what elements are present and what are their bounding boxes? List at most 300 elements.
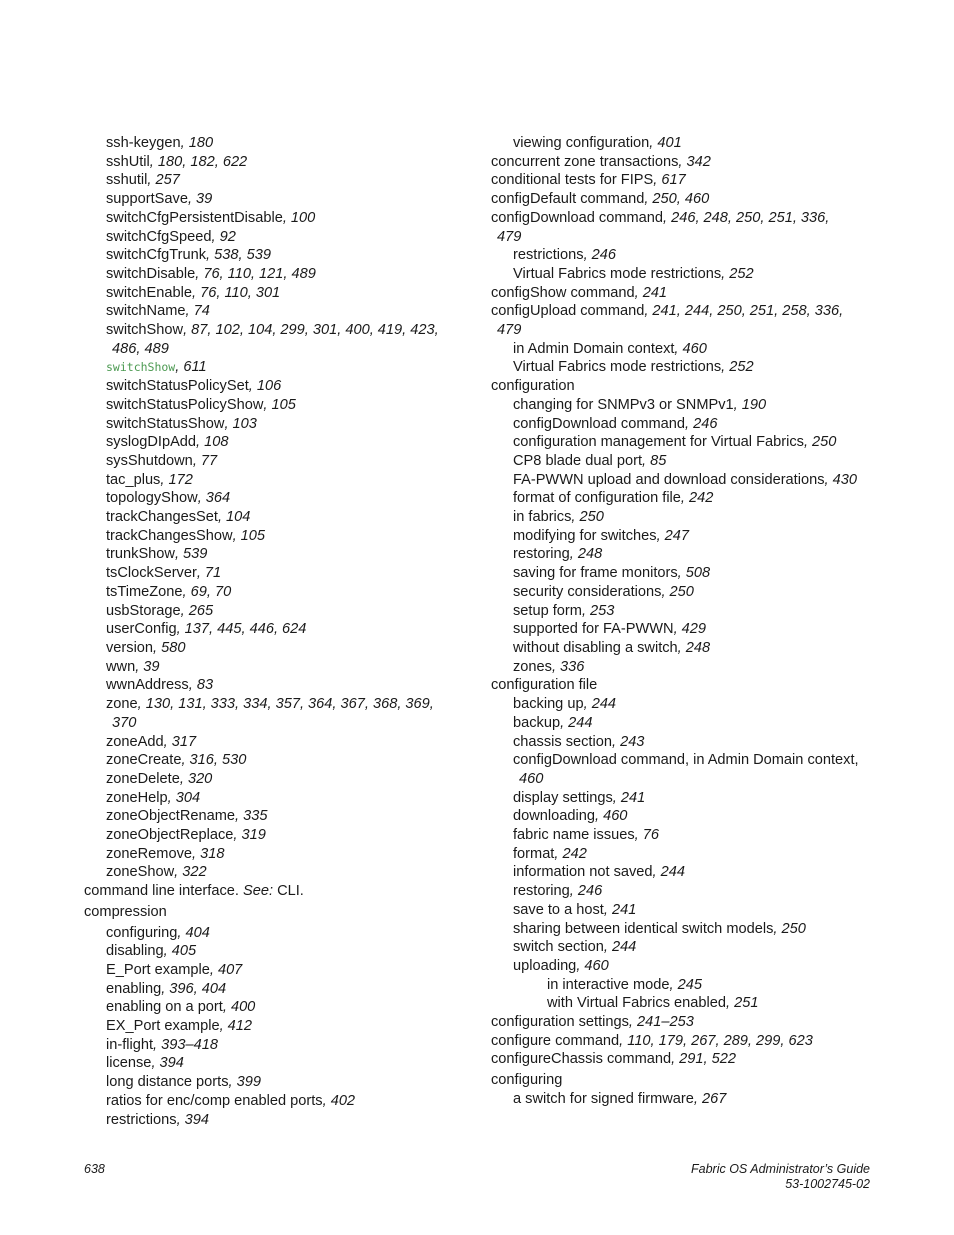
page-references: , 106	[248, 378, 282, 395]
index-term: tsTimeZone	[106, 583, 183, 600]
page-references: , 394	[151, 1055, 184, 1072]
index-term: restrictions	[513, 247, 584, 264]
index-entry	[106, 377, 474, 396]
index-entry	[513, 620, 881, 639]
index-entry	[106, 471, 474, 490]
index-term: zoneShow	[106, 864, 175, 881]
page-references: , 407	[209, 961, 243, 978]
page-references: , 39	[187, 191, 213, 208]
index-term: FA-PWWN upload and download considerations	[513, 471, 825, 488]
page-references: , 108	[196, 434, 229, 451]
index-term: enabling on a port	[106, 999, 223, 1016]
index-entry	[513, 733, 881, 752]
index-entry	[106, 321, 474, 358]
page-references: , 539	[174, 546, 208, 563]
page-references: , 104	[217, 509, 251, 526]
index-term: switchShow	[106, 322, 184, 339]
page-references: , 83	[188, 677, 214, 694]
index-entry	[106, 1017, 474, 1036]
index-term: information not saved	[513, 864, 653, 881]
page-references: , 246	[684, 415, 718, 432]
index-entry	[491, 1071, 881, 1090]
index-entry	[513, 639, 881, 658]
index-term: configDownload command	[513, 415, 685, 432]
index-entry	[491, 1050, 881, 1069]
index-entry	[106, 527, 474, 546]
index-entry	[106, 1036, 474, 1055]
page-references: , 246	[569, 883, 603, 900]
index-entry	[513, 602, 881, 621]
index-entry	[106, 942, 474, 961]
index-term: Virtual Fabrics mode restrictions	[513, 359, 722, 376]
index-term: a switch for signed firmware	[513, 1090, 694, 1107]
page-references: , 319	[233, 827, 266, 844]
index-entry	[106, 209, 474, 228]
index-entry	[513, 527, 881, 546]
page-references-continued: 479	[497, 228, 522, 245]
index-entry	[106, 583, 474, 602]
index-term: license	[106, 1055, 152, 1072]
index-term: command line interface.	[84, 883, 239, 900]
page-references: , 248	[677, 639, 711, 656]
index-term: zone	[106, 696, 138, 713]
index-term: without disabling a switch	[513, 639, 678, 656]
page-references: , 241	[612, 789, 646, 806]
index-entry	[513, 340, 881, 359]
index-entry	[491, 153, 881, 172]
index-entry	[491, 209, 881, 246]
index-term: tsClockServer	[106, 565, 197, 582]
index-term: CP8 blade dual port	[513, 452, 642, 469]
index-entry	[491, 190, 881, 209]
index-entry	[106, 246, 474, 265]
index-entry	[106, 826, 474, 845]
footer-doc-info	[691, 1162, 870, 1192]
page-references: , 243	[611, 733, 645, 750]
index-entry	[106, 1111, 474, 1130]
index-term: switchName	[106, 303, 186, 320]
page-references: , 252	[721, 265, 754, 282]
index-term: restoring	[513, 883, 570, 900]
index-term: zones	[513, 658, 552, 675]
page-references: , 538, 539	[206, 247, 271, 264]
index-column-right	[491, 134, 881, 1109]
index-entry	[513, 396, 881, 415]
page-references: , 110, 179, 267, 289, 299, 623	[619, 1032, 813, 1049]
page-references: , 396, 404	[161, 980, 227, 997]
index-term: viewing configuration	[513, 135, 650, 151]
index-term: conditional tests for FIPS	[491, 172, 654, 189]
page-references: , 460	[674, 340, 707, 357]
page-references: , 180	[180, 135, 214, 151]
page-references: , 85	[642, 452, 667, 469]
page-references: , 242	[680, 490, 714, 507]
page-references: , 241	[634, 284, 668, 301]
index-term: changing for SNMPv3 or SNMPv1	[513, 396, 734, 413]
page-references: , 244	[652, 864, 686, 881]
page-references-continued: 479	[497, 322, 522, 339]
index-term: zoneCreate	[106, 752, 182, 769]
index-entry	[513, 433, 881, 452]
index-term: EX_Port example	[106, 1018, 220, 1035]
page-references: , 248	[569, 546, 603, 563]
index-entry	[491, 1032, 881, 1051]
index-term: compression	[84, 903, 167, 920]
page-references: , 429	[673, 621, 707, 638]
page-references: , 244	[603, 939, 637, 956]
index-term: sharing between identical switch models	[513, 920, 774, 937]
index-term: switchCfgPersistentDisable	[106, 209, 283, 226]
index-term: with Virtual Fabrics enabled	[547, 995, 727, 1012]
index-term: modifying for switches	[513, 527, 657, 544]
index-term: configuration file	[491, 677, 598, 694]
index-term: long distance ports	[106, 1074, 229, 1091]
index-term: concurrent zone transactions	[491, 153, 679, 170]
index-term: downloading	[513, 808, 595, 825]
index-term: configUpload command	[491, 303, 645, 320]
index-entry	[547, 994, 881, 1013]
index-entry	[513, 845, 881, 864]
index-term: backing up	[513, 696, 584, 713]
page-references: , 401	[649, 135, 682, 151]
index-entry	[84, 903, 474, 922]
index-entry	[513, 863, 881, 882]
page-references: , 364	[197, 490, 231, 507]
index-entry	[106, 751, 474, 770]
index-entry	[513, 564, 881, 583]
index-term: E_Port example	[106, 961, 210, 978]
index-entry	[106, 602, 474, 621]
index-term: enabling	[106, 980, 162, 997]
index-term: configuration settings	[491, 1014, 629, 1031]
index-term: trunkShow	[106, 546, 175, 563]
index-entry	[106, 415, 474, 434]
page-references: , 172	[160, 471, 193, 488]
index-term: version	[106, 639, 154, 656]
index-term: switchCfgTrunk	[106, 247, 207, 264]
index-entry	[513, 901, 881, 920]
index-term: in interactive mode	[547, 976, 670, 993]
index-entry	[106, 284, 474, 303]
index-entry	[547, 976, 881, 995]
index-term: restoring	[513, 546, 570, 563]
index-entry	[106, 433, 474, 452]
page-references: , 69, 70	[182, 583, 232, 600]
index-term: usbStorage	[106, 602, 181, 619]
index-entry	[106, 658, 474, 677]
index-term: format of configuration file	[513, 490, 681, 507]
guide-title: Fabric OS Administrator’s Guide	[691, 1162, 870, 1176]
index-term: zoneObjectRename	[106, 808, 235, 825]
page-references: , 316, 530	[181, 752, 247, 769]
index-entry	[106, 396, 474, 415]
index-entry	[106, 228, 474, 247]
index-entry	[106, 508, 474, 527]
index-entry	[106, 863, 474, 882]
page-references: , 247	[656, 527, 690, 544]
index-entry	[106, 1092, 474, 1111]
page-references: , 393–418	[153, 1036, 218, 1053]
index-term: ssh-keygen	[106, 135, 181, 151]
page-references: , 257	[147, 172, 180, 189]
index-entry	[84, 882, 474, 901]
page-references: , 291, 522	[671, 1051, 736, 1068]
index-entry	[106, 639, 474, 658]
page-references: , 304	[167, 789, 201, 806]
index-entry	[513, 882, 881, 901]
index-entry	[513, 415, 881, 434]
index-term: syslogDIpAdd	[106, 434, 197, 451]
page-references: , 400	[222, 999, 256, 1016]
page-references: , 105	[232, 527, 266, 544]
index-term: wwnAddress	[106, 677, 189, 694]
index-entry	[106, 1073, 474, 1092]
index-entry	[106, 924, 474, 943]
page-references: , 250	[661, 583, 694, 600]
index-entry	[491, 302, 881, 339]
index-entry	[491, 377, 881, 396]
page-references: , 336	[551, 658, 585, 675]
index-term: configuration management for Virtual Fabrics	[513, 434, 804, 451]
page-references: , 39	[135, 658, 160, 675]
index-entry	[106, 998, 474, 1017]
page-references: , 399	[228, 1074, 261, 1091]
index-column-left	[84, 134, 474, 1129]
page-references: , 402	[322, 1092, 356, 1109]
index-term: in Admin Domain context	[513, 340, 675, 357]
index-entry	[513, 658, 881, 677]
page-references: , 250	[571, 509, 604, 526]
page-references: , 92	[211, 228, 236, 245]
page-references: , 77	[192, 452, 218, 469]
index-term: zoneRemove	[106, 845, 192, 862]
page-references: , 251	[726, 995, 759, 1012]
index-term: chassis section	[513, 733, 612, 750]
index-term: switch section	[513, 939, 604, 956]
index-entry	[106, 620, 474, 639]
index-entry	[513, 265, 881, 284]
index-term: restrictions	[106, 1111, 177, 1128]
index-entry	[513, 938, 881, 957]
index-term: sshUtil	[106, 153, 150, 170]
index-entry	[106, 770, 474, 789]
index-term: zoneAdd	[106, 733, 164, 750]
page-references: , 246	[583, 247, 617, 264]
index-entry	[106, 564, 474, 583]
index-entry	[513, 358, 881, 377]
index-term: userConfig	[106, 621, 177, 638]
index-entry	[513, 714, 881, 733]
page-references: , 241, 244, 250, 251, 258, 336,	[644, 303, 844, 320]
index-entry	[513, 826, 881, 845]
index-term: switchDisable	[106, 265, 196, 282]
index-entry	[513, 583, 881, 602]
page-references: , 430	[824, 471, 857, 488]
page-references: , 137, 445, 446, 624	[176, 621, 307, 638]
index-term: configDefault command	[491, 191, 645, 208]
index-term: configuring	[491, 1072, 563, 1089]
page-references: , 71	[196, 565, 222, 582]
page-references: , 105	[263, 396, 296, 413]
page-references: , 180, 182, 622	[149, 153, 248, 170]
page-references: , 335	[235, 808, 268, 825]
index-entry	[513, 957, 881, 976]
index-entry	[513, 489, 881, 508]
index-term: configDownload command, in Admin Domain context,	[513, 752, 859, 769]
index-term: switchCfgSpeed	[106, 228, 212, 245]
page-references: , 318	[192, 845, 225, 862]
page-references: , 100	[282, 209, 316, 226]
page-references: , 580	[153, 639, 186, 656]
page-references: , 404	[177, 924, 210, 941]
index-term: uploading	[513, 957, 577, 974]
page-references: , 508	[677, 565, 711, 582]
index-term: switchEnable	[106, 284, 192, 301]
index-term: switchStatusShow	[106, 415, 225, 432]
page-number: 638	[84, 1162, 105, 1176]
index-entry	[106, 789, 474, 808]
index-entry	[106, 134, 474, 153]
index-entry	[513, 134, 881, 153]
index-entry	[106, 265, 474, 284]
index-term: configShow command	[491, 284, 635, 301]
page-references: , 245	[669, 976, 702, 993]
index-term: security considerations	[513, 583, 662, 600]
page-references: , 76	[634, 827, 660, 844]
index-entry	[106, 452, 474, 471]
page-references: , 252	[721, 359, 754, 376]
page-references-continued: 460	[519, 770, 544, 787]
page-references: , 317	[163, 733, 197, 750]
index-term: wwn	[106, 658, 136, 675]
index-term: trackChangesShow	[106, 527, 233, 544]
index-term: switchStatusPolicyShow	[106, 396, 264, 413]
index-term: in fabrics	[513, 509, 572, 526]
index-entry	[106, 358, 474, 377]
index-entry	[106, 980, 474, 999]
page-references: , 267	[693, 1090, 727, 1107]
index-entry	[106, 845, 474, 864]
index-entry	[106, 1054, 474, 1073]
index-entry	[106, 961, 474, 980]
index-entry	[106, 190, 474, 209]
index-term: ratios for enc/comp enabled ports	[106, 1092, 323, 1109]
index-entry	[513, 246, 881, 265]
index-term: sshutil	[106, 172, 148, 189]
index-entry	[513, 695, 881, 714]
page-references: , 250	[803, 434, 837, 451]
page-references: , 244	[560, 714, 593, 731]
index-term: switchStatusPolicySet	[106, 378, 249, 395]
index-entry	[513, 471, 881, 490]
index-entry	[513, 508, 881, 527]
index-term: Virtual Fabrics mode restrictions	[513, 265, 722, 282]
page-references: , 253	[581, 602, 615, 619]
index-term: fabric name issues	[513, 827, 635, 844]
see-target: CLI.	[273, 883, 304, 900]
index-entry	[106, 545, 474, 564]
index-entry	[491, 284, 881, 303]
index-term: topologyShow	[106, 490, 198, 507]
page-references: , 342	[678, 153, 711, 170]
page-references: , 130, 131, 333, 334, 357, 364, 367, 368, 369,	[137, 696, 434, 713]
index-entry	[491, 171, 881, 190]
index-term: supported for FA-PWWN	[513, 621, 674, 638]
index-term: format	[513, 845, 555, 862]
index-entry	[513, 1090, 881, 1109]
page-references: , 250, 460	[644, 191, 710, 208]
page-references: , 460	[576, 957, 609, 974]
page-references: , 190	[733, 396, 767, 413]
index-entry	[106, 676, 474, 695]
index-entry	[106, 171, 474, 190]
index-term: setup form	[513, 602, 582, 619]
index-entry	[106, 489, 474, 508]
page-references: , 244	[583, 696, 617, 713]
index-term: zoneHelp	[106, 789, 168, 806]
index-term: switchShow	[106, 360, 176, 375]
index-term: configuring	[106, 924, 178, 941]
index-entry	[513, 545, 881, 564]
index-term: display settings	[513, 789, 613, 806]
index-entry	[491, 1013, 881, 1032]
page-references: , 250	[773, 920, 806, 937]
index-term: zoneDelete	[106, 770, 180, 787]
page-references: , 246, 248, 250, 251, 336,	[662, 209, 830, 226]
index-term: tac_plus	[106, 471, 161, 488]
index-term: configuration	[491, 378, 575, 395]
page-references: , 460	[594, 808, 628, 825]
index-term: in-flight	[106, 1036, 154, 1053]
index-entry	[106, 153, 474, 172]
page-references: , 611	[175, 359, 207, 376]
index-entry	[513, 751, 881, 788]
index-entry	[513, 789, 881, 808]
index-term: disabling	[106, 943, 164, 960]
page-references: , 322	[174, 864, 207, 881]
index-term: save to a host	[513, 901, 604, 918]
page-references: , 241	[603, 901, 637, 918]
page-references-continued: 486, 489	[112, 340, 169, 357]
index-term: sysShutdown	[106, 452, 193, 469]
index-entry	[106, 695, 474, 732]
page-references: , 265	[180, 602, 214, 619]
index-term: backup	[513, 714, 561, 731]
index-term: configDownload command	[491, 209, 663, 226]
page-references: , 394	[176, 1111, 210, 1128]
index-entry	[513, 920, 881, 939]
page-references: , 103	[224, 415, 257, 432]
index-entry	[106, 302, 474, 321]
doc-number: 53-1002745-02	[785, 1177, 870, 1191]
index-term: trackChangesSet	[106, 509, 218, 526]
index-term: saving for frame monitors	[513, 565, 678, 582]
index-entry	[513, 807, 881, 826]
index-term: zoneObjectReplace	[106, 827, 234, 844]
page-references: , 242	[554, 845, 587, 862]
page-references: , 74	[185, 303, 210, 320]
page-references: , 87, 102, 104, 299, 301, 400, 419, 423,	[183, 322, 439, 339]
page-references: , 241–253	[628, 1014, 694, 1031]
page-references: , 412	[219, 1018, 253, 1035]
index-term: configureChassis command	[491, 1051, 672, 1068]
page-references: , 617	[653, 172, 686, 189]
index-term: configure command	[491, 1032, 620, 1049]
page-references: , 320	[179, 770, 213, 787]
index-entry	[491, 676, 881, 695]
index-entry	[106, 807, 474, 826]
index-term: supportSave	[106, 191, 188, 208]
